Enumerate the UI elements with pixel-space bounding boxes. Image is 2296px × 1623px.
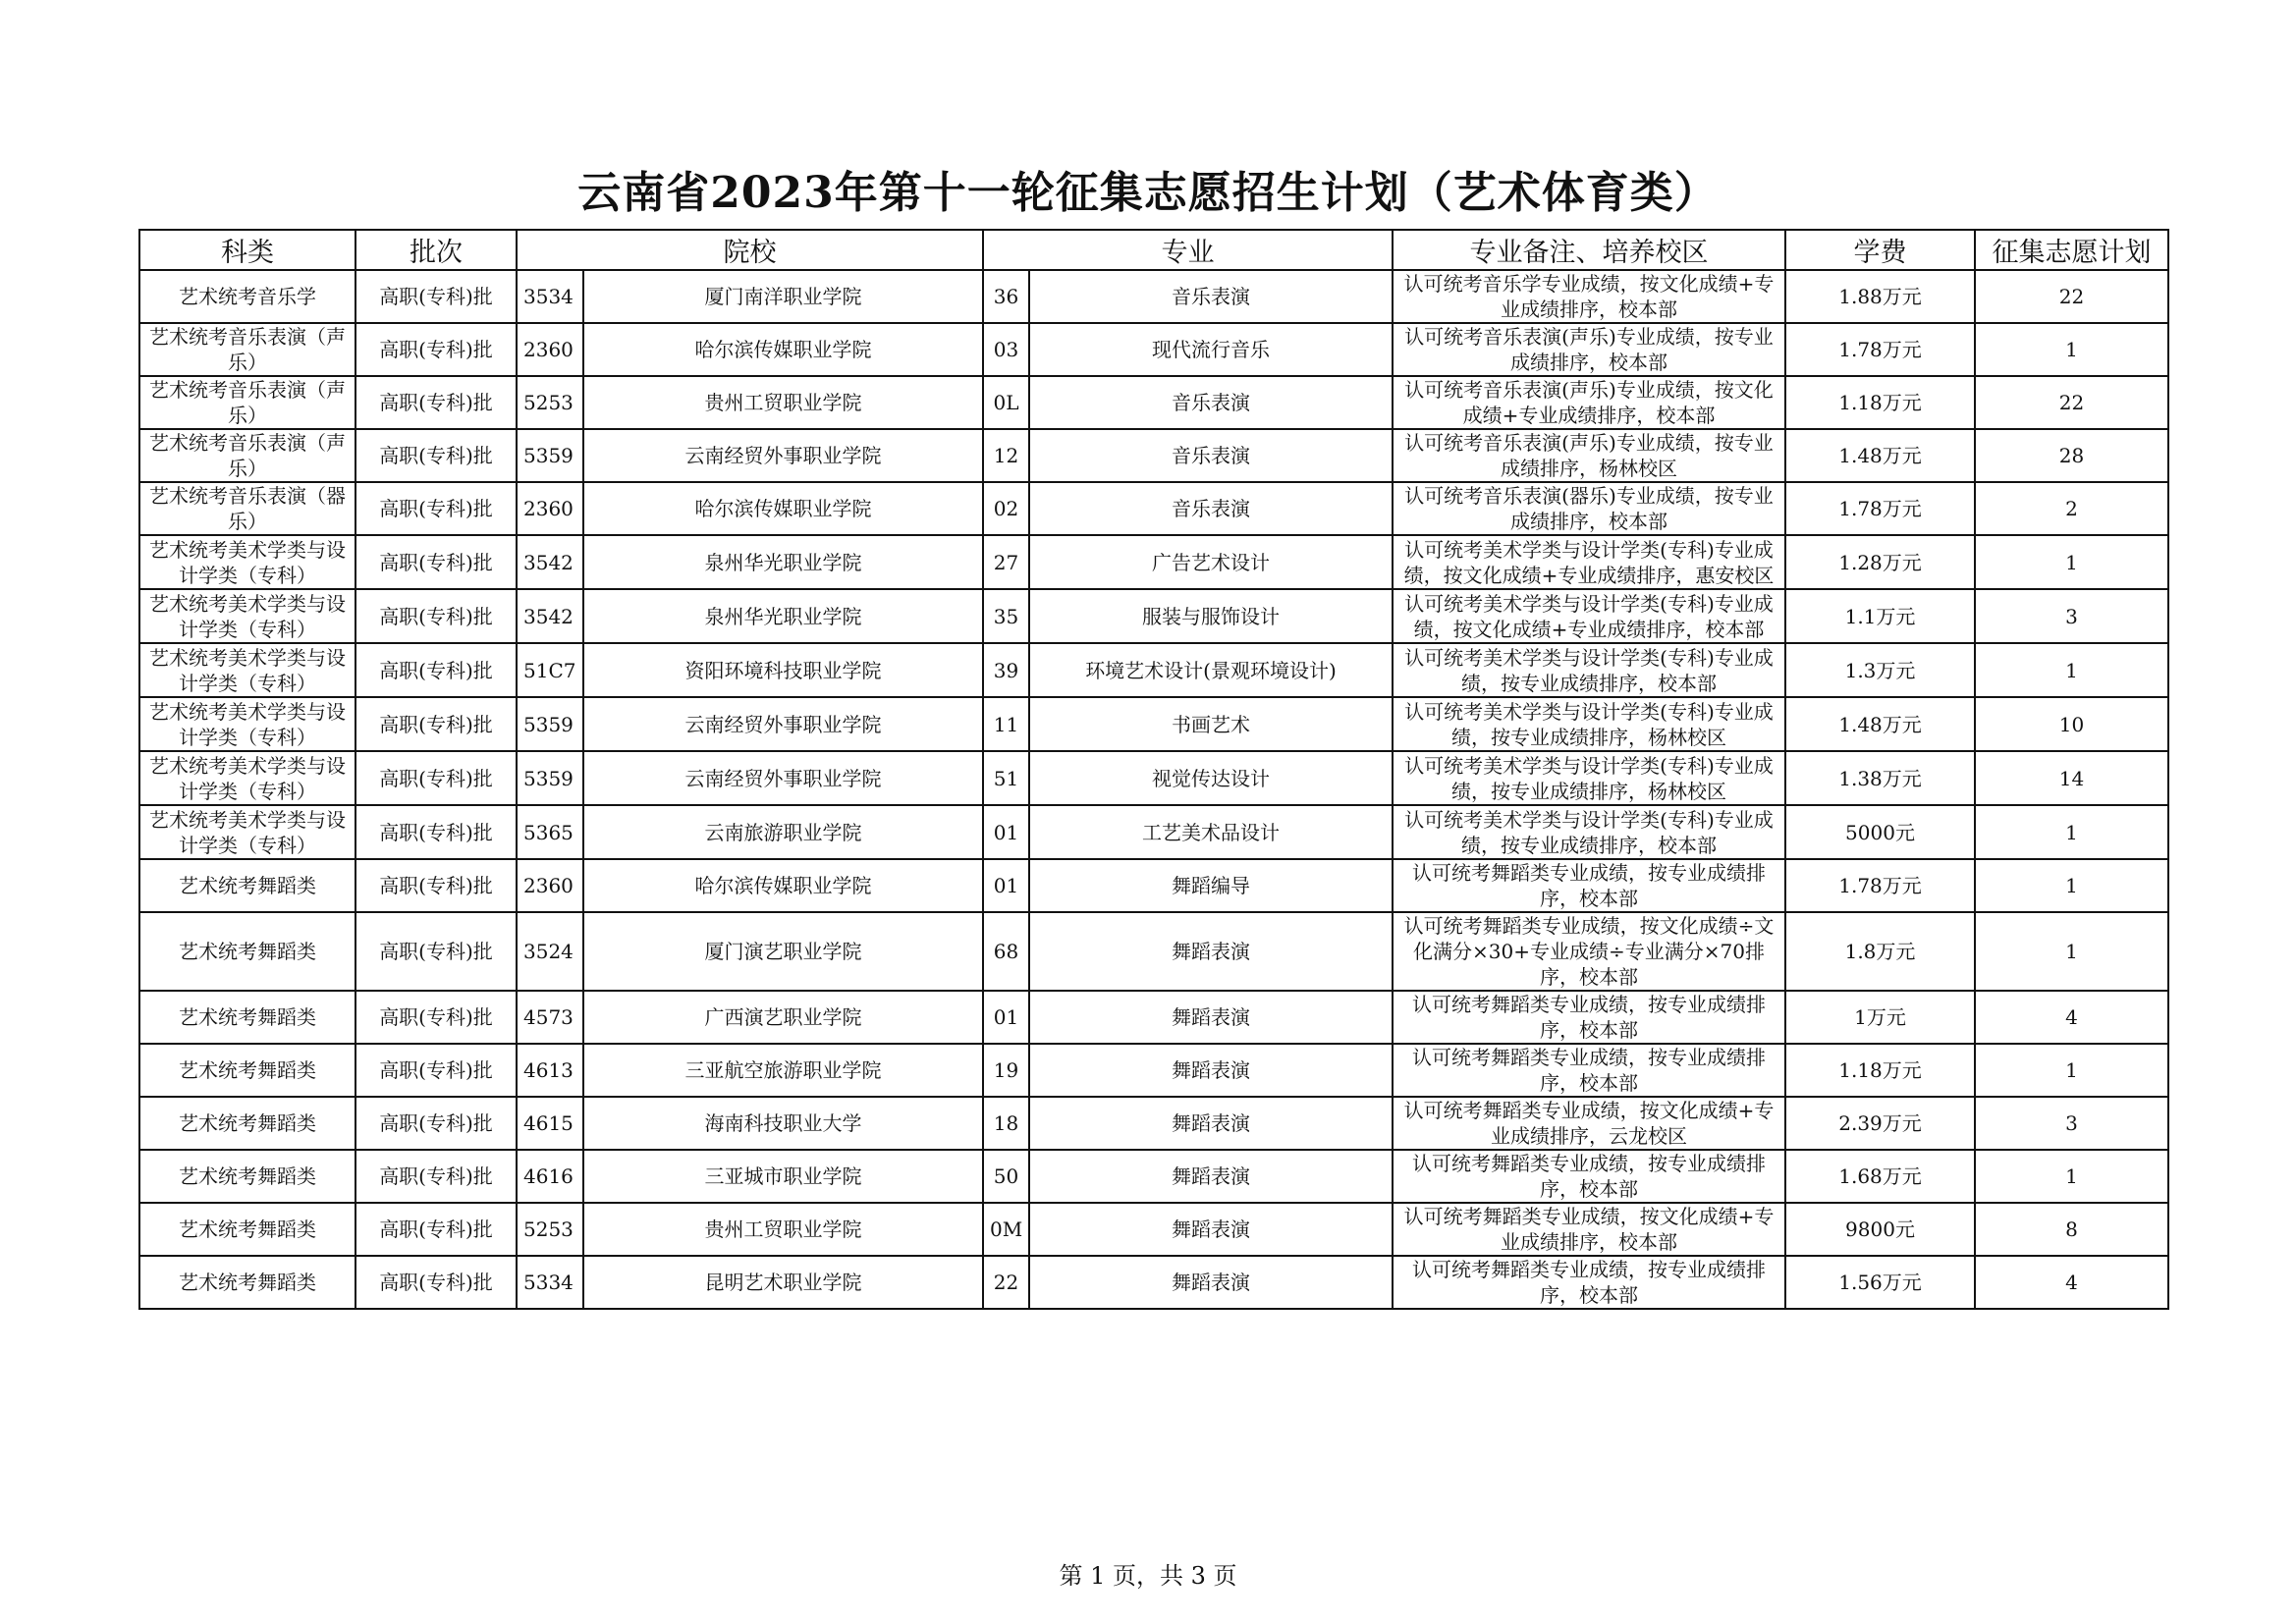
- table-row: [139, 643, 2168, 697]
- row-major-code: 50: [983, 1150, 1029, 1203]
- table-row: [139, 751, 2168, 805]
- row-batch: 高职(专科)批: [355, 697, 517, 751]
- row-batch: 高职(专科)批: [355, 270, 517, 323]
- row-school-code: 51C7: [517, 643, 583, 697]
- row-notes: 认可统考音乐表演(器乐)专业成绩，按专业成绩排序，校本部: [1393, 482, 1785, 535]
- row-school: 资阳环境科技职业学院: [583, 643, 983, 697]
- row-major: 音乐表演: [1029, 482, 1393, 535]
- table-row: [139, 859, 2168, 912]
- header-category: 科类: [139, 230, 355, 270]
- row-category: 艺术统考音乐表演（声乐）: [139, 376, 355, 429]
- row-quota: 3: [1975, 589, 2168, 643]
- row-notes: 认可统考音乐学专业成绩，按文化成绩+专业成绩排序，校本部: [1393, 270, 1785, 323]
- row-major: 舞蹈表演: [1029, 1044, 1393, 1097]
- row-school-code: 5359: [517, 751, 583, 805]
- row-batch: 高职(专科)批: [355, 323, 517, 376]
- row-major: 舞蹈表演: [1029, 991, 1393, 1044]
- row-major-code: 0M: [983, 1203, 1029, 1256]
- row-school: 贵州工贸职业学院: [583, 1203, 983, 1256]
- row-major-code: 11: [983, 697, 1029, 751]
- row-notes: 认可统考舞蹈类专业成绩，按专业成绩排序，校本部: [1393, 1044, 1785, 1097]
- row-category: 艺术统考音乐表演（声乐）: [139, 323, 355, 376]
- row-quota: 22: [1975, 376, 2168, 429]
- row-school: 三亚航空旅游职业学院: [583, 1044, 983, 1097]
- row-major-code: 01: [983, 859, 1029, 912]
- row-quota: 1: [1975, 643, 2168, 697]
- row-category: 艺术统考美术学类与设计学类（专科）: [139, 751, 355, 805]
- row-batch: 高职(专科)批: [355, 912, 517, 991]
- row-major: 工艺美术品设计: [1029, 805, 1393, 859]
- row-major-code: 36: [983, 270, 1029, 323]
- row-school: 云南经贸外事职业学院: [583, 429, 983, 482]
- row-category: 艺术统考美术学类与设计学类（专科）: [139, 643, 355, 697]
- row-school-code: 5359: [517, 429, 583, 482]
- header-quota: 征集志愿计划: [1975, 230, 2168, 270]
- row-tuition: 1.56万元: [1785, 1256, 1975, 1309]
- row-school-code: 4573: [517, 991, 583, 1044]
- row-major: 环境艺术设计(景观环境设计): [1029, 643, 1393, 697]
- row-notes: 认可统考舞蹈类专业成绩，按专业成绩排序，校本部: [1393, 859, 1785, 912]
- row-major: 现代流行音乐: [1029, 323, 1393, 376]
- row-major: 广告艺术设计: [1029, 535, 1393, 589]
- row-category: 艺术统考舞蹈类: [139, 912, 355, 991]
- row-category: 艺术统考音乐表演（声乐）: [139, 429, 355, 482]
- row-school-code: 5359: [517, 697, 583, 751]
- row-school: 泉州华光职业学院: [583, 589, 983, 643]
- row-school: 哈尔滨传媒职业学院: [583, 482, 983, 535]
- table-row: [139, 535, 2168, 589]
- row-school-code: 3524: [517, 912, 583, 991]
- row-quota: 1: [1975, 1044, 2168, 1097]
- row-category: 艺术统考音乐表演（器乐）: [139, 482, 355, 535]
- table-row: [139, 482, 2168, 535]
- row-notes: 认可统考音乐表演(声乐)专业成绩，按专业成绩排序，杨林校区: [1393, 429, 1785, 482]
- row-major: 舞蹈表演: [1029, 1097, 1393, 1150]
- table-header-row: [139, 230, 2168, 270]
- row-school: 哈尔滨传媒职业学院: [583, 323, 983, 376]
- row-tuition: 1.88万元: [1785, 270, 1975, 323]
- row-batch: 高职(专科)批: [355, 643, 517, 697]
- header-school: 院校: [517, 230, 983, 270]
- row-school: 泉州华光职业学院: [583, 535, 983, 589]
- table-row: [139, 697, 2168, 751]
- row-batch: 高职(专科)批: [355, 482, 517, 535]
- row-category: 艺术统考舞蹈类: [139, 1256, 355, 1309]
- row-school-code: 5365: [517, 805, 583, 859]
- table-row: [139, 805, 2168, 859]
- row-school-code: 4616: [517, 1150, 583, 1203]
- row-quota: 1: [1975, 323, 2168, 376]
- row-major-code: 01: [983, 991, 1029, 1044]
- row-quota: 10: [1975, 697, 2168, 751]
- row-notes: 认可统考舞蹈类专业成绩，按文化成绩+专业成绩排序，云龙校区: [1393, 1097, 1785, 1150]
- page-footer: 第 1 页，共 3 页: [1059, 1562, 1237, 1590]
- row-major: 舞蹈表演: [1029, 1256, 1393, 1309]
- row-tuition: 5000元: [1785, 805, 1975, 859]
- row-quota: 8: [1975, 1203, 2168, 1256]
- row-tuition: 1.18万元: [1785, 376, 1975, 429]
- table-row: [139, 323, 2168, 376]
- row-tuition: 1.18万元: [1785, 1044, 1975, 1097]
- row-school-code: 3542: [517, 535, 583, 589]
- row-category: 艺术统考舞蹈类: [139, 991, 355, 1044]
- row-batch: 高职(专科)批: [355, 1097, 517, 1150]
- row-major: 舞蹈表演: [1029, 912, 1393, 991]
- row-tuition: 1.3万元: [1785, 643, 1975, 697]
- row-school: 海南科技职业大学: [583, 1097, 983, 1150]
- row-school-code: 2360: [517, 323, 583, 376]
- row-tuition: 1.48万元: [1785, 429, 1975, 482]
- row-major-code: 18: [983, 1097, 1029, 1150]
- row-batch: 高职(专科)批: [355, 1203, 517, 1256]
- header-major: 专业: [983, 230, 1393, 270]
- row-school-code: 4615: [517, 1097, 583, 1150]
- row-category: 艺术统考舞蹈类: [139, 1203, 355, 1256]
- row-major-code: 22: [983, 1256, 1029, 1309]
- row-tuition: 1.78万元: [1785, 482, 1975, 535]
- row-category: 艺术统考美术学类与设计学类（专科）: [139, 535, 355, 589]
- row-school: 贵州工贸职业学院: [583, 376, 983, 429]
- row-tuition: 1万元: [1785, 991, 1975, 1044]
- row-tuition: 1.1万元: [1785, 589, 1975, 643]
- row-category: 艺术统考美术学类与设计学类（专科）: [139, 805, 355, 859]
- row-notes: 认可统考美术学类与设计学类(专科)专业成绩，按文化成绩+专业成绩排序，惠安校区: [1393, 535, 1785, 589]
- row-notes: 认可统考美术学类与设计学类(专科)专业成绩，按文化成绩+专业成绩排序，校本部: [1393, 589, 1785, 643]
- row-major: 舞蹈表演: [1029, 1203, 1393, 1256]
- row-quota: 3: [1975, 1097, 2168, 1150]
- row-batch: 高职(专科)批: [355, 1150, 517, 1203]
- row-school: 昆明艺术职业学院: [583, 1256, 983, 1309]
- row-category: 艺术统考舞蹈类: [139, 1097, 355, 1150]
- table-row: [139, 270, 2168, 323]
- row-batch: 高职(专科)批: [355, 589, 517, 643]
- row-major: 音乐表演: [1029, 376, 1393, 429]
- row-tuition: 9800元: [1785, 1203, 1975, 1256]
- row-batch: 高职(专科)批: [355, 535, 517, 589]
- header-tuition: 学费: [1785, 230, 1975, 270]
- row-quota: 1: [1975, 912, 2168, 991]
- row-notes: 认可统考美术学类与设计学类(专科)专业成绩，按专业成绩排序，校本部: [1393, 643, 1785, 697]
- row-batch: 高职(专科)批: [355, 376, 517, 429]
- row-major-code: 03: [983, 323, 1029, 376]
- table-row: [139, 1044, 2168, 1097]
- row-quota: 1: [1975, 1150, 2168, 1203]
- row-notes: 认可统考美术学类与设计学类(专科)专业成绩，按专业成绩排序，校本部: [1393, 805, 1785, 859]
- row-school: 云南经贸外事职业学院: [583, 697, 983, 751]
- row-major-code: 35: [983, 589, 1029, 643]
- row-school-code: 2360: [517, 859, 583, 912]
- row-tuition: 1.8万元: [1785, 912, 1975, 991]
- row-major-code: 02: [983, 482, 1029, 535]
- row-quota: 22: [1975, 270, 2168, 323]
- row-major-code: 19: [983, 1044, 1029, 1097]
- row-tuition: 1.68万元: [1785, 1150, 1975, 1203]
- row-category: 艺术统考舞蹈类: [139, 859, 355, 912]
- row-school: 云南经贸外事职业学院: [583, 751, 983, 805]
- header-notes: 专业备注、培养校区: [1393, 230, 1785, 270]
- row-school: 哈尔滨传媒职业学院: [583, 859, 983, 912]
- table-row: [139, 991, 2168, 1044]
- row-quota: 1: [1975, 805, 2168, 859]
- row-batch: 高职(专科)批: [355, 1044, 517, 1097]
- table-row: [139, 1256, 2168, 1309]
- row-school: 广西演艺职业学院: [583, 991, 983, 1044]
- table-row: [139, 912, 2168, 991]
- row-quota: 14: [1975, 751, 2168, 805]
- row-major: 视觉传达设计: [1029, 751, 1393, 805]
- row-school: 厦门南洋职业学院: [583, 270, 983, 323]
- row-notes: 认可统考美术学类与设计学类(专科)专业成绩，按专业成绩排序，杨林校区: [1393, 697, 1785, 751]
- row-category: 艺术统考舞蹈类: [139, 1044, 355, 1097]
- row-notes: 认可统考音乐表演(声乐)专业成绩，按文化成绩+专业成绩排序，校本部: [1393, 376, 1785, 429]
- row-tuition: 2.39万元: [1785, 1097, 1975, 1150]
- row-major-code: 68: [983, 912, 1029, 991]
- table-row: [139, 1097, 2168, 1150]
- row-major-code: 0L: [983, 376, 1029, 429]
- row-tuition: 1.78万元: [1785, 859, 1975, 912]
- row-notes: 认可统考美术学类与设计学类(专科)专业成绩，按专业成绩排序，杨林校区: [1393, 751, 1785, 805]
- row-quota: 2: [1975, 482, 2168, 535]
- row-notes: 认可统考舞蹈类专业成绩，按专业成绩排序，校本部: [1393, 1256, 1785, 1309]
- row-major-code: 12: [983, 429, 1029, 482]
- row-quota: 4: [1975, 991, 2168, 1044]
- table-row: [139, 1150, 2168, 1203]
- row-major-code: 01: [983, 805, 1029, 859]
- row-school-code: 5253: [517, 376, 583, 429]
- row-batch: 高职(专科)批: [355, 429, 517, 482]
- row-tuition: 1.38万元: [1785, 751, 1975, 805]
- row-batch: 高职(专科)批: [355, 859, 517, 912]
- row-school: 厦门演艺职业学院: [583, 912, 983, 991]
- row-notes: 认可统考舞蹈类专业成绩，按文化成绩÷文化满分×30+专业成绩÷专业满分×70排序，校本部: [1393, 912, 1785, 991]
- header-batch: 批次: [355, 230, 517, 270]
- row-major: 舞蹈表演: [1029, 1150, 1393, 1203]
- row-school-code: 5334: [517, 1256, 583, 1309]
- table-row: [139, 1203, 2168, 1256]
- row-category: 艺术统考音乐学: [139, 270, 355, 323]
- row-major: 服装与服饰设计: [1029, 589, 1393, 643]
- row-notes: 认可统考舞蹈类专业成绩，按专业成绩排序，校本部: [1393, 991, 1785, 1044]
- row-category: 艺术统考美术学类与设计学类（专科）: [139, 589, 355, 643]
- row-tuition: 1.78万元: [1785, 323, 1975, 376]
- row-category: 艺术统考美术学类与设计学类（专科）: [139, 697, 355, 751]
- row-batch: 高职(专科)批: [355, 805, 517, 859]
- row-tuition: 1.28万元: [1785, 535, 1975, 589]
- row-notes: 认可统考舞蹈类专业成绩，按文化成绩+专业成绩排序，校本部: [1393, 1203, 1785, 1256]
- row-quota: 1: [1975, 859, 2168, 912]
- enrollment-plan-table: [138, 229, 2169, 1310]
- table-row: [139, 429, 2168, 482]
- row-major-code: 51: [983, 751, 1029, 805]
- table-row: [139, 589, 2168, 643]
- row-notes: 认可统考音乐表演(声乐)专业成绩，按专业成绩排序，校本部: [1393, 323, 1785, 376]
- row-school-code: 4613: [517, 1044, 583, 1097]
- row-quota: 28: [1975, 429, 2168, 482]
- row-major-code: 39: [983, 643, 1029, 697]
- row-major: 舞蹈编导: [1029, 859, 1393, 912]
- row-major-code: 27: [983, 535, 1029, 589]
- row-school-code: 5253: [517, 1203, 583, 1256]
- row-school-code: 2360: [517, 482, 583, 535]
- row-major: 音乐表演: [1029, 270, 1393, 323]
- page-title: 云南省2023年第十一轮征集志愿招生计划（艺术体育类）: [577, 168, 1719, 218]
- row-school-code: 3542: [517, 589, 583, 643]
- row-school: 三亚城市职业学院: [583, 1150, 983, 1203]
- row-school: 云南旅游职业学院: [583, 805, 983, 859]
- row-major: 书画艺术: [1029, 697, 1393, 751]
- row-major: 音乐表演: [1029, 429, 1393, 482]
- row-quota: 1: [1975, 535, 2168, 589]
- row-batch: 高职(专科)批: [355, 991, 517, 1044]
- table-row: [139, 376, 2168, 429]
- row-batch: 高职(专科)批: [355, 751, 517, 805]
- row-school-code: 3534: [517, 270, 583, 323]
- row-quota: 4: [1975, 1256, 2168, 1309]
- row-tuition: 1.48万元: [1785, 697, 1975, 751]
- row-category: 艺术统考舞蹈类: [139, 1150, 355, 1203]
- row-notes: 认可统考舞蹈类专业成绩，按专业成绩排序，校本部: [1393, 1150, 1785, 1203]
- row-batch: 高职(专科)批: [355, 1256, 517, 1309]
